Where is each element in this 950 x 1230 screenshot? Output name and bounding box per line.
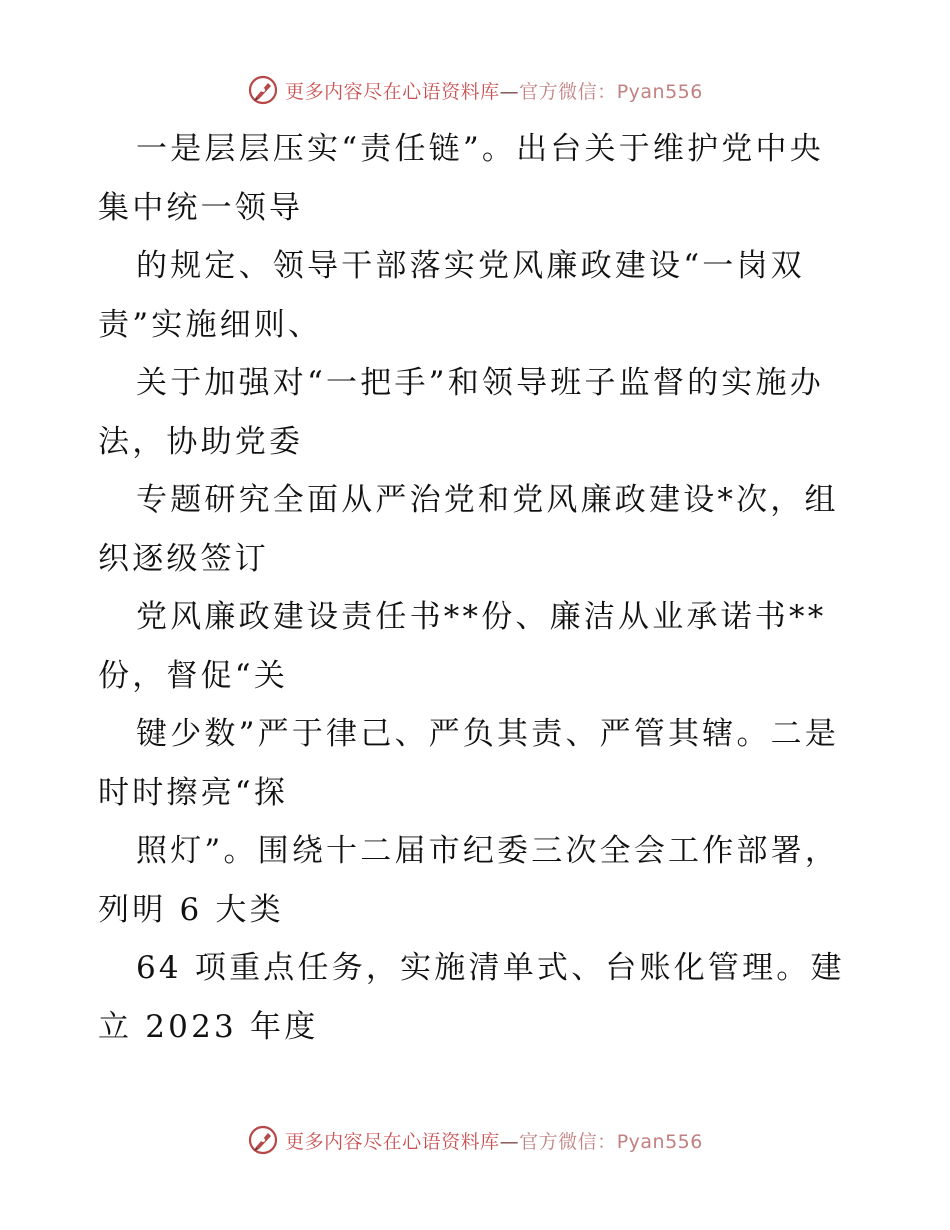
watermark-wechat-label: 官方微信：: [519, 80, 617, 103]
watermark-text: [285, 1127, 703, 1154]
body-line: 照灯”。围绕十二届市纪委三次全会工作部署，: [136, 833, 840, 869]
watermark-text: [285, 77, 703, 104]
body-line: 一是层层压实“责任链”。出台关于维护党中央: [136, 131, 824, 167]
pen-logo-icon: [247, 1124, 279, 1156]
watermark-site: 更多内容尽在心语资料库: [285, 1130, 500, 1153]
body-line: 关于加强对“一把手”和领导班子监督的实施办: [136, 365, 824, 401]
body-line: 集中统一领导: [98, 189, 304, 226]
body-line: 列明 6 大类: [98, 891, 284, 928]
body-line: 时时擦亮“探: [98, 774, 289, 811]
body-line: 党风廉政建设责任书**份、廉洁从业承诺书**: [136, 599, 827, 635]
watermark-site: 更多内容尽在心语资料库: [285, 80, 500, 103]
watermark-separator: —: [499, 1130, 520, 1153]
pen-logo-icon: [247, 74, 279, 106]
watermark-wechat-label: 官方微信：: [519, 1130, 617, 1153]
body-line: 立 2023 年度: [98, 1008, 319, 1045]
document-body: [98, 120, 858, 1056]
body-line: 专题研究全面从严治党和党风廉政建设*次，组: [136, 482, 839, 518]
body-line: 份，督促“关: [98, 657, 289, 694]
watermark-wechat-id: Pyan556: [616, 1130, 703, 1153]
body-line: 织逐级签订: [98, 540, 269, 577]
body-line: 64 项重点任务，实施清单式、台账化管理。建: [136, 950, 845, 986]
body-line: 责”实施细则、: [98, 306, 323, 343]
body-line: 的规定、领导干部落实党风廉政建设“一岗双: [136, 248, 805, 284]
body-line: 法，协助党委: [98, 423, 304, 460]
footer-watermark: [0, 1120, 950, 1160]
watermark-separator: —: [499, 80, 520, 103]
watermark-wechat-id: Pyan556: [616, 80, 703, 103]
header-watermark: [0, 70, 950, 110]
body-line: 键少数”严于律己、严负其责、严管其辖。二是: [136, 716, 840, 752]
